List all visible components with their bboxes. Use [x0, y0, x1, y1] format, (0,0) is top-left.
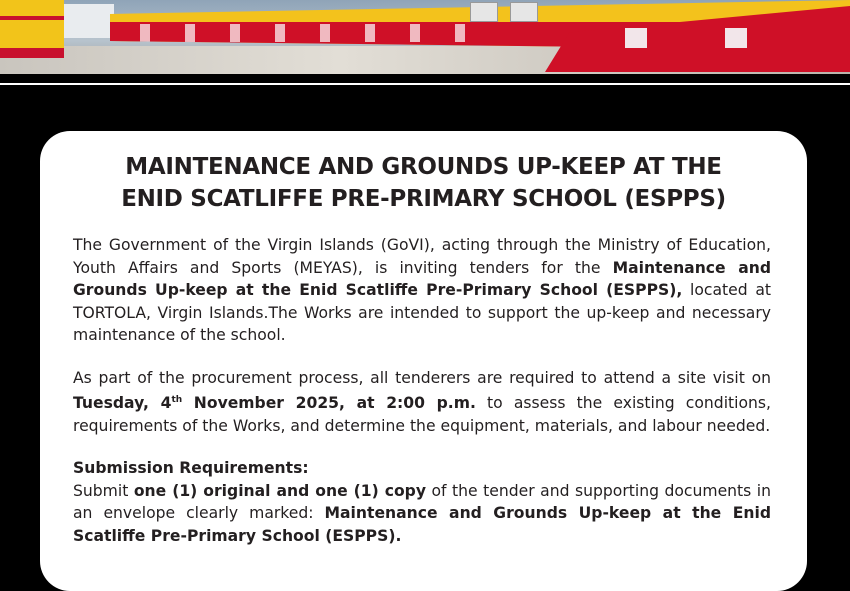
- site-visit-date: Tuesday, 4th November 2025, at 2:00 p.m.: [73, 394, 476, 413]
- paragraph-submission: Submit one (1) original and one (1) copy of the tender and supporting documents in an envelope clearly marked: Maintenance and Grounds Up-keep at the Enid Scatliffe Pre-Primary School (ESPPS).: [73, 481, 772, 545]
- air-conditioner-unit: [510, 2, 538, 22]
- building-white: [64, 4, 114, 38]
- copies-bold: one (1) original and one (1) copy: [133, 481, 426, 500]
- paragraph-site-visit: As part of the procurement process, all tenderers are required to attend a site visit on Tuesday, 4th November 2025, at 2:00 p.m. to assess the existing conditions, requirements of the Works, and determine the equipment, materials, and labour needed.: [73, 368, 771, 435]
- notice-card: [40, 131, 807, 591]
- title-line-2: ENID SCATLIFFE PRE-PRIMARY SCHOOL (ESPPS): [121, 186, 726, 212]
- paragraph-invitation: The Government of the Virgin Islands (GoVI), acting through the Ministry of Education, Youth Affairs and Sports (MEYAS), is inviting tenders for the Maintenance and Grounds Up-keep at the Enid Scatliffe Pre-Primary School (ESPPS), located at TORTOLA, Virgin Islands.The Works are intended to support the up-keep and necessary maintenance of the school.: [73, 236, 771, 344]
- submission-heading: Submission Requirements:: [73, 459, 309, 478]
- project-name-bold: Maintenance and Grounds Up-keep at the Enid Scatliffe Pre-Primary School (ESPPS),: [73, 258, 771, 299]
- envelope-label-bold: Maintenance and Grounds Up-keep at the Enid Scatliffe Pre-Primary School (ESPPS).: [73, 504, 771, 545]
- notice-body: [73, 234, 771, 547]
- school-photo-banner: [0, 0, 850, 74]
- notice-title: [40, 151, 807, 215]
- divider-line: [0, 83, 850, 85]
- title-line-1: MAINTENANCE AND GROUNDS UP-KEEP AT THE: [125, 154, 722, 180]
- building-left: [0, 0, 64, 58]
- air-conditioner-unit: [470, 2, 498, 22]
